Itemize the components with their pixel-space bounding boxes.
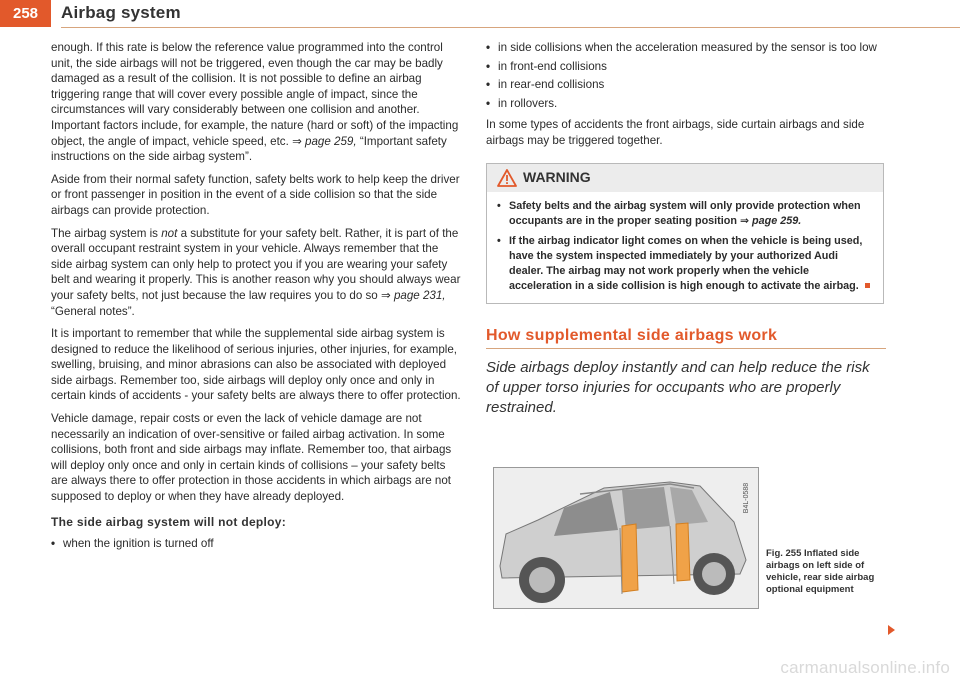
- arrow-right-icon: ⇒: [739, 214, 750, 227]
- warning-triangle-icon: [497, 169, 517, 187]
- warning-title: WARNING: [523, 168, 591, 185]
- continue-arrow-icon[interactable]: [888, 625, 895, 635]
- paragraph-1: [51, 40, 461, 165]
- emphasis-not: not: [161, 226, 178, 240]
- list-item: • when the ignition is turned off: [51, 536, 461, 552]
- page-header-title: Airbag system: [61, 3, 181, 22]
- figure-code: B4L-0588: [743, 482, 750, 514]
- paragraph-1-tail: “Important safety instructions on the side airbag system”.: [51, 134, 447, 164]
- paragraph-3: [51, 226, 461, 320]
- paragraph-2: Aside from their normal safety function, safety belts work to help keep the driver or front passenger in position in the event of a side collision so that the side airbags can provide protection.: [51, 172, 460, 217]
- paragraph-1-text: enough. If this rate is below the reference value programmed into the control unit, the side airbags will not be triggered, even though the car may be badly damaged as a result of the collision. It is not possible to define an airbag triggering range that will cover every possible angle of impact, since the circumstances will vary considerably between one collision and another. Important factors include, for example, the nature (hard or soft) of the impacting object, the angle of impact, vehicle speed, etc.: [51, 41, 459, 148]
- warning-list: [497, 199, 873, 294]
- watermark: carmanualsonline.info: [780, 658, 950, 677]
- list-item: • in side collisions when the acceleration measured by the sensor is too low: [486, 40, 886, 56]
- end-square-icon: [865, 283, 870, 288]
- page-number: 258: [0, 0, 51, 27]
- page-ref-259[interactable]: page 259.: [752, 214, 802, 227]
- paragraph-accidents: In some types of accidents the front airbags, side curtain airbags and side airbags may be triggered together.: [486, 118, 865, 147]
- header-rule: [61, 27, 960, 28]
- arrow-right-icon: ⇒: [292, 134, 302, 148]
- paragraph-3-text-a: The airbag system is: [51, 226, 158, 240]
- warning-box: [486, 163, 884, 304]
- left-column: [51, 40, 461, 555]
- list-item: • in rollovers.: [486, 96, 886, 112]
- arrow-right-icon: ⇒: [380, 288, 391, 302]
- vehicle-illustration: [494, 468, 758, 608]
- paragraph-3-tail: “General notes”.: [51, 304, 135, 318]
- page-ref-231[interactable]: page 231,: [393, 288, 446, 302]
- figure-side-airbags: [493, 467, 759, 609]
- no-deploy-list: [51, 536, 461, 552]
- section-intro: Side airbags deploy instantly and can help reduce the risk of upper torso injuries for occupants who are properly restrained.: [486, 359, 870, 417]
- section-title: How supplemental side airbags work: [486, 328, 886, 350]
- no-deploy-list-continued: [486, 40, 886, 111]
- figure-caption: Fig. 255 Inflated side airbags on left side of vehicle, rear side airbag optional equipment: [766, 548, 875, 595]
- paragraph-3-text-b: a substitute for your safety belt. Rather, it is part of the overall occupant restraint system in your vehicle. Always remember that the side airbag system can only help to protect you if you are wearing your safety belt and wearing it properly. This is another reason why you should always wear your safety belts, not just because the law requires you to do so: [51, 226, 461, 302]
- right-column: [486, 40, 886, 418]
- paragraph-4: It is important to remember that while the supplemental side airbag system is designed to reduce the likelihood of serious injuries, other injuries, for example, swelling, bruising, and minor abrasions can also be associated with deployed side airbags. Remember too, side airbags will deploy only once and only in certain kinds of accidents - your safety belts are always there to offer protection.: [51, 327, 461, 403]
- warning-item-1-text: Safety belts and the airbag system will only provide protection when occupants are in the proper seating position: [509, 199, 861, 227]
- list-item: • in rear-end collisions: [486, 77, 886, 93]
- no-deploy-heading: The side airbag system will not deploy:: [51, 514, 287, 529]
- warning-header: [487, 164, 883, 192]
- warning-item: [497, 199, 873, 229]
- warning-item-2-text: If the airbag indicator light comes on when the vehicle is being used, have the system inspected immediately by your authorized Audi dealer. The airbag may not work properly when the vehicle acceleration in a side collision is high enough to activate the airbag.: [509, 234, 863, 292]
- page-ref-259[interactable]: page 259,: [305, 134, 357, 148]
- paragraph-5: Vehicle damage, repair costs or even the lack of vehicle damage are not necessarily an indication of over-sensitive or failed airbag activation. In some collisions, both front and side airbags may inflate. Remember too, that airbags will deploy only once and only in certain kinds of collisions – your safety belts are always there to offer protection in those accidents in which airbags are not supposed to deploy or when they have already deployed.: [51, 412, 452, 504]
- warning-body: [487, 192, 883, 303]
- list-item: • in front-end collisions: [486, 59, 886, 75]
- warning-item: [497, 234, 873, 294]
